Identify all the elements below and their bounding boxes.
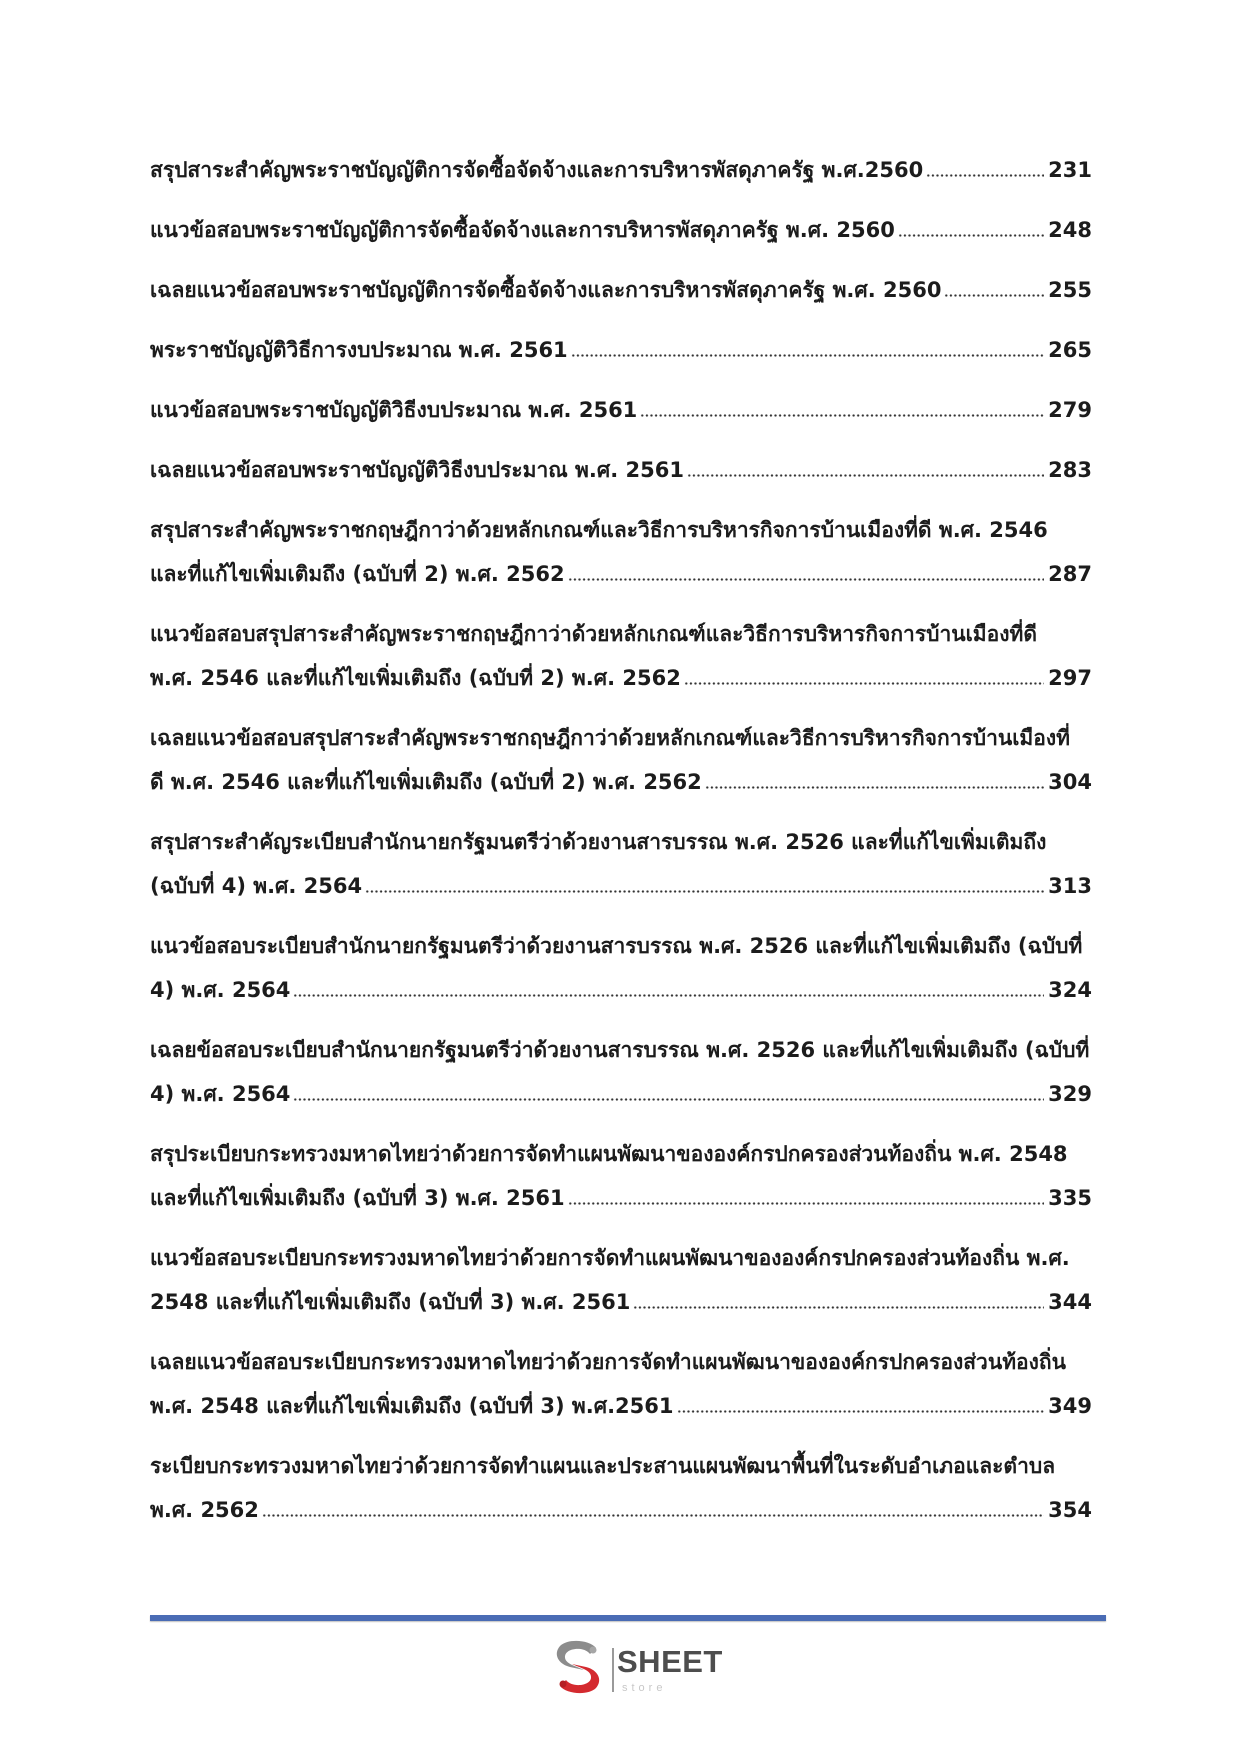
toc-page-number: 335 — [1048, 1186, 1092, 1210]
toc-entry-title-line: สรุประเบียบกระทรวงมหาดไทยว่าด้วยการจัดทำแผนพัฒนาขององค์กรปกครองส่วนท้องถิ่น พ.ศ. 2548 — [150, 1142, 1068, 1166]
toc-page-number: 313 — [1048, 874, 1092, 898]
toc-entry — [150, 1028, 1092, 1116]
toc-page-number: 344 — [1048, 1290, 1092, 1314]
toc-entry-row — [150, 760, 1092, 804]
toc-entry — [150, 1236, 1092, 1324]
footer-rule — [150, 1615, 1106, 1621]
toc-entry-row — [150, 1488, 1092, 1532]
table-of-contents — [150, 148, 1092, 1548]
dot-leader — [926, 174, 1044, 177]
toc-page-number: 297 — [1048, 666, 1092, 690]
toc-entry-title: 4) พ.ศ. 2564 — [150, 978, 291, 1002]
dot-leader — [262, 1514, 1044, 1517]
sheet-store-logo — [550, 1636, 723, 1700]
toc-entry — [150, 1444, 1092, 1532]
toc-page-number: 349 — [1048, 1394, 1092, 1418]
toc-entry-title-line: สรุปสาระสำคัญพระราชกฤษฎีกาว่าด้วยหลักเกณฑ์และวิธีการบริหารกิจการบ้านเมืองที่ดี พ.ศ. 2546 — [150, 518, 1048, 542]
toc-entry-title: พ.ศ. 2546 และที่แก้ไขเพิ่มเติมถึง (ฉบับที่ 2) พ.ศ. 2562 — [150, 666, 681, 690]
dot-leader — [293, 994, 1044, 997]
toc-entry-title: พ.ศ. 2562 — [150, 1498, 259, 1522]
toc-entry-title: ดี พ.ศ. 2546 และที่แก้ไขเพิ่มเติมถึง (ฉบับที่ 2) พ.ศ. 2562 — [150, 770, 702, 794]
toc-entry — [150, 1132, 1092, 1220]
toc-entry-title: สรุปสาระสำคัญพระราชบัญญัติการจัดซื้อจัดจ้างและการบริหารพัสดุภาครัฐ พ.ศ.2560 — [150, 158, 924, 182]
toc-page-number: 265 — [1048, 338, 1092, 362]
toc-page-number: 354 — [1048, 1498, 1092, 1522]
toc-entry — [150, 448, 1092, 492]
toc-entry-title: เฉลยแนวข้อสอบพระราชบัญญัติการจัดซื้อจัดจ้างและการบริหารพัสดุภาครัฐ พ.ศ. 2560 — [150, 278, 942, 302]
sheet-store-s-icon — [550, 1636, 606, 1698]
toc-entry-title-line: สรุปสาระสำคัญระเบียบสำนักนายกรัฐมนตรีว่าด้วยงานสารบรรณ พ.ศ. 2526 และที่แก้ไขเพิ่มเติมถึง — [150, 830, 1047, 854]
toc-entry — [150, 328, 1092, 372]
toc-entry — [150, 388, 1092, 432]
toc-entry-row — [150, 208, 1092, 252]
dot-leader — [640, 414, 1044, 417]
toc-entry-title-line: แนวข้อสอบระเบียบสำนักนายกรัฐมนตรีว่าด้วยงานสารบรรณ พ.ศ. 2526 และที่แก้ไขเพิ่มเติมถึง (ฉบับที่ — [150, 934, 1083, 958]
toc-page-number: 304 — [1048, 770, 1092, 794]
toc-entry-row — [150, 1072, 1092, 1116]
toc-entry-row — [150, 448, 1092, 492]
toc-entry-title-line: แนวข้อสอบระเบียบกระทรวงมหาดไทยว่าด้วยการจัดทำแผนพัฒนาขององค์กรปกครองส่วนท้องถิ่น พ.ศ. — [150, 1246, 1070, 1270]
toc-entry-title: แนวข้อสอบพระราชบัญญัติการจัดซื้อจัดจ้างและการบริหารพัสดุภาครัฐ พ.ศ. 2560 — [150, 218, 895, 242]
dot-leader — [568, 578, 1045, 581]
toc-entry — [150, 268, 1092, 312]
toc-entry-row — [150, 656, 1092, 700]
toc-page-number: 283 — [1048, 458, 1092, 482]
toc-entry-row — [150, 148, 1092, 192]
logo-brand-text: SHEET — [617, 1644, 723, 1679]
toc-entry-title: 2548 และที่แก้ไขเพิ่มเติมถึง (ฉบับที่ 3) พ.ศ. 2561 — [150, 1290, 631, 1314]
toc-entry-title: พ.ศ. 2548 และที่แก้ไขเพิ่มเติมถึง (ฉบับที่ 3) พ.ศ.2561 — [150, 1394, 674, 1418]
toc-entry-title-line: เฉลยแนวข้อสอบระเบียบกระทรวงมหาดไทยว่าด้วยการจัดทำแผนพัฒนาขององค์กรปกครองส่วนท้องถิ่น — [150, 1350, 1066, 1374]
toc-entry-row — [150, 1176, 1092, 1220]
toc-page-number: 231 — [1048, 158, 1092, 182]
dot-leader — [633, 1306, 1044, 1309]
toc-entry-row — [150, 268, 1092, 312]
toc-entry — [150, 1340, 1092, 1428]
toc-entry-title-line: แนวข้อสอบสรุปสาระสำคัญพระราชกฤษฎีกาว่าด้วยหลักเกณฑ์และวิธีการบริหารกิจการบ้านเมืองที่ดี — [150, 622, 1037, 646]
toc-entry-row — [150, 968, 1092, 1012]
toc-entry-title: แนวข้อสอบพระราชบัญญัติวิธีงบประมาณ พ.ศ. 2561 — [150, 398, 638, 422]
toc-entry — [150, 508, 1092, 596]
toc-entry-row — [150, 1384, 1092, 1428]
toc-entry-row — [150, 328, 1092, 372]
toc-entry — [150, 716, 1092, 804]
toc-entry-title: เฉลยแนวข้อสอบพระราชบัญญัติวิธีงบประมาณ พ.ศ. 2561 — [150, 458, 684, 482]
toc-page-number: 287 — [1048, 562, 1092, 586]
toc-entry — [150, 820, 1092, 908]
toc-entry-title: พระราชบัญญัติวิธีการงบประมาณ พ.ศ. 2561 — [150, 338, 568, 362]
toc-entry-title-line: เฉลยแนวข้อสอบสรุปสาระสำคัญพระราชกฤษฎีกาว่าด้วยหลักเกณฑ์และวิธีการบริหารกิจการบ้านเมืองที่ — [150, 726, 1070, 750]
toc-entry-row — [150, 388, 1092, 432]
toc-page-number: 255 — [1048, 278, 1092, 302]
toc-entry — [150, 924, 1092, 1012]
toc-entry-title: 4) พ.ศ. 2564 — [150, 1082, 291, 1106]
toc-page-number: 329 — [1048, 1082, 1092, 1106]
dot-leader — [571, 354, 1044, 357]
toc-page-number: 324 — [1048, 978, 1092, 1002]
dot-leader — [365, 890, 1044, 893]
dot-leader — [898, 234, 1044, 237]
logo-divider — [612, 1648, 614, 1692]
dot-leader — [568, 1202, 1045, 1205]
dot-leader — [687, 474, 1044, 477]
toc-entry-row — [150, 552, 1092, 596]
toc-entry — [150, 612, 1092, 700]
dot-leader — [944, 294, 1044, 297]
dot-leader — [677, 1410, 1045, 1413]
toc-page-number: 279 — [1048, 398, 1092, 422]
toc-entry-title: และที่แก้ไขเพิ่มเติมถึง (ฉบับที่ 3) พ.ศ. 2561 — [150, 1186, 565, 1210]
toc-entry — [150, 148, 1092, 192]
dot-leader — [684, 682, 1044, 685]
logo-tagline-text: store — [622, 1682, 667, 1694]
toc-entry-row — [150, 1280, 1092, 1324]
toc-entry-title: (ฉบับที่ 4) พ.ศ. 2564 — [150, 874, 363, 898]
dot-leader — [705, 786, 1044, 789]
toc-entry-title: และที่แก้ไขเพิ่มเติมถึง (ฉบับที่ 2) พ.ศ. 2562 — [150, 562, 565, 586]
toc-entry-title-line: เฉลยข้อสอบระเบียบสำนักนายกรัฐมนตรีว่าด้วยงานสารบรรณ พ.ศ. 2526 และที่แก้ไขเพิ่มเติมถึง (ฉบับที่ — [150, 1038, 1090, 1062]
toc-page-number: 248 — [1048, 218, 1092, 242]
toc-entry-title-line: ระเบียบกระทรวงมหาดไทยว่าด้วยการจัดทำแผนและประสานแผนพัฒนาพื้นที่ในระดับอำเภอและตำบล — [150, 1454, 1056, 1478]
dot-leader — [293, 1098, 1044, 1101]
toc-entry-row — [150, 864, 1092, 908]
toc-entry — [150, 208, 1092, 252]
